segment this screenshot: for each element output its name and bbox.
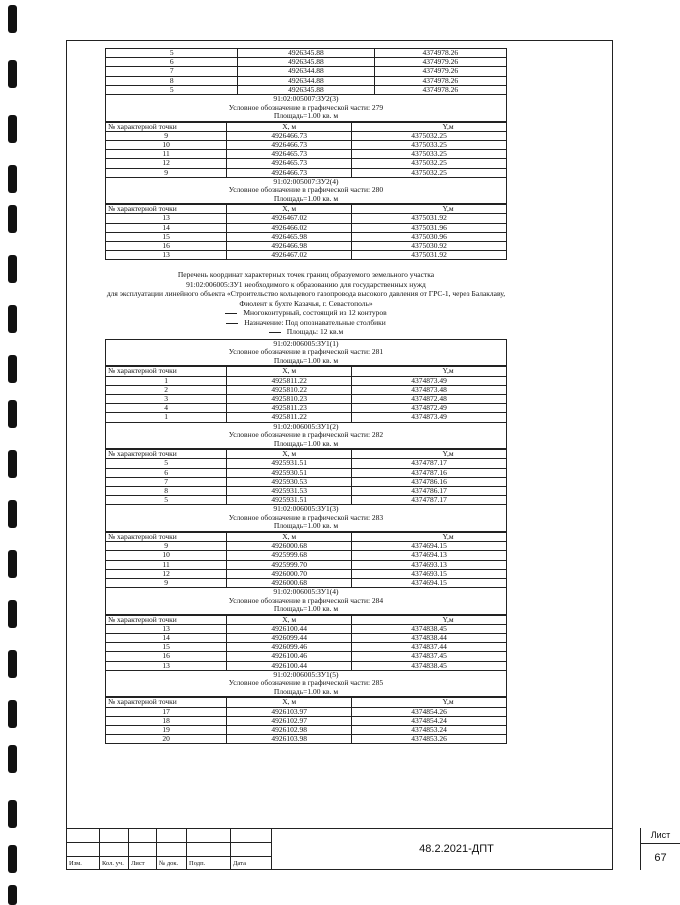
column-x: X, м — [227, 615, 352, 624]
y-coordinate: 4374853.26 — [352, 735, 507, 744]
point-number: 15 — [106, 643, 227, 652]
column-point: № характерной точки — [106, 698, 227, 707]
contour-legend: Условное обозначение в графической части: 282 — [228, 430, 384, 440]
y-coordinate: 4374854.24 — [352, 716, 507, 725]
y-coordinate: 4374787.17 — [352, 496, 507, 505]
table-header-row — [106, 122, 507, 131]
x-coordinate: 4925930.53 — [227, 477, 352, 486]
table-row — [106, 661, 507, 670]
contour-header — [105, 339, 507, 367]
table-row — [106, 468, 507, 477]
column-point: № характерной точки — [106, 450, 227, 459]
point-number: 6 — [106, 58, 238, 67]
sheet-label: Лист — [650, 830, 671, 840]
point-number: 2 — [106, 385, 227, 394]
y-coordinate: 4374978.26 — [374, 85, 506, 94]
x-coordinate: 4926345.88 — [238, 85, 374, 94]
x-coordinate: 4926345.88 — [238, 58, 374, 67]
x-coordinate: 4926345.88 — [238, 49, 374, 58]
table-row — [106, 413, 507, 422]
y-coordinate: 4374978.26 — [374, 49, 506, 58]
binding-hole — [8, 700, 17, 728]
x-coordinate: 4926102.97 — [227, 716, 352, 725]
binding-hole — [8, 165, 17, 193]
y-coordinate: 4374693.13 — [352, 560, 507, 569]
x-coordinate: 4925931.53 — [227, 486, 352, 495]
column-point: № характерной точки — [106, 205, 227, 214]
contour-code: 91:02:006005:ЗУ1(2) — [273, 421, 339, 431]
point-number: 13 — [106, 251, 227, 260]
x-coordinate: 4926100.44 — [227, 661, 352, 670]
title-block — [66, 828, 671, 870]
intro-line-6: Назначение: Под опознавательные столбики — [244, 317, 386, 327]
intro-line-3: для эксплуатации линейного объекта «Строительство кольцевого газопровода высокого давления от ГРС-1, через Балаклаву, — [106, 289, 506, 299]
x-coordinate: 4925810.22 — [227, 385, 352, 394]
point-number: 1 — [106, 413, 227, 422]
y-coordinate: 4374787.17 — [352, 459, 507, 468]
y-coordinate: 4375030.96 — [352, 232, 507, 241]
x-coordinate: 4926466.73 — [227, 168, 352, 177]
table-row — [106, 76, 507, 85]
table-row — [106, 459, 507, 468]
column-x: X, м — [227, 450, 352, 459]
point-number: 17 — [106, 707, 227, 716]
binding-hole — [8, 115, 17, 143]
coordinates-group-1 — [105, 95, 507, 260]
table-row — [106, 707, 507, 716]
column-y: Y,м — [352, 532, 507, 541]
y-coordinate: 4374838.44 — [352, 634, 507, 643]
y-coordinate: 4374694.15 — [352, 542, 507, 551]
x-coordinate: 4926466.73 — [227, 131, 352, 140]
x-coordinate: 4925999.68 — [227, 551, 352, 560]
intro-line-2: 91:02:006005:ЗУ1 необходимого к образованию для государственных нужд — [186, 279, 426, 289]
x-coordinate: 4925999.70 — [227, 560, 352, 569]
point-number: 7 — [106, 477, 227, 486]
x-coordinate: 4926100.46 — [227, 652, 352, 661]
title-block-label: Подп. — [189, 860, 206, 867]
table-row — [106, 159, 507, 168]
x-coordinate: 4926000.68 — [227, 542, 352, 551]
x-coordinate: 4926467.02 — [227, 214, 352, 223]
point-number: 5 — [106, 49, 238, 58]
binding-hole — [8, 305, 17, 333]
y-coordinate: 4374838.45 — [352, 624, 507, 633]
binding-hole — [8, 60, 17, 88]
table-row — [106, 67, 507, 76]
intro-line-7: Площадь: 12 кв.м — [286, 327, 344, 337]
y-coordinate: 4375033.25 — [352, 150, 507, 159]
y-coordinate: 4374693.15 — [352, 569, 507, 578]
point-number: 5 — [106, 496, 227, 505]
point-number: 11 — [106, 150, 227, 159]
contour-legend: Условное обозначение в графической части: 284 — [228, 595, 384, 605]
point-number: 14 — [106, 223, 227, 232]
contour-header — [105, 505, 507, 532]
binding-hole — [8, 255, 17, 283]
contour-code: 91:02:006005:ЗУ1(4) — [273, 587, 339, 597]
coordinates-group-2 — [105, 339, 507, 744]
contour-header — [105, 671, 507, 698]
column-x: X, м — [227, 205, 352, 214]
y-coordinate: 4374873.49 — [352, 376, 507, 385]
y-coordinate: 4375031.96 — [352, 223, 507, 232]
column-y: Y,м — [352, 205, 507, 214]
x-coordinate: 4925810.23 — [227, 395, 352, 404]
point-number: 11 — [106, 560, 227, 569]
intro-line-1: Перечень координат характерных точек границ образуемого земельного участка — [177, 270, 435, 280]
column-point: № характерной точки — [106, 367, 227, 376]
column-y: Y,м — [352, 698, 507, 707]
column-x: X, м — [227, 122, 352, 131]
x-coordinate: 4926465.73 — [227, 159, 352, 168]
point-number: 4 — [106, 404, 227, 413]
y-coordinate: 4374872.48 — [352, 395, 507, 404]
point-number: 5 — [106, 85, 238, 94]
column-x: X, м — [227, 367, 352, 376]
contour-area: Площадь=1.00 кв. м — [273, 193, 339, 203]
continued-coordinates-table — [105, 48, 507, 95]
table-row — [106, 214, 507, 223]
x-coordinate: 4926467.02 — [227, 251, 352, 260]
y-coordinate: 4375032.25 — [352, 159, 507, 168]
dash-mark — [226, 323, 238, 324]
y-coordinate: 4375031.92 — [352, 214, 507, 223]
x-coordinate: 4926465.98 — [227, 232, 352, 241]
title-block-label: Изм. — [69, 860, 82, 867]
point-number: 8 — [106, 486, 227, 495]
x-coordinate: 4926099.44 — [227, 634, 352, 643]
y-coordinate: 4374786.17 — [352, 486, 507, 495]
dash-mark — [225, 313, 237, 314]
x-coordinate: 4925811.22 — [227, 376, 352, 385]
point-number: 13 — [106, 624, 227, 633]
binding-hole — [8, 500, 17, 528]
contour-code: 91:02:006005:ЗУ1(5) — [273, 669, 339, 679]
contour-section — [105, 339, 507, 423]
binding-marks — [8, 0, 20, 905]
contour-header — [105, 95, 507, 122]
y-coordinate: 4374979.26 — [374, 58, 506, 67]
column-y: Y,м — [352, 122, 507, 131]
column-point: № характерной точки — [106, 615, 227, 624]
binding-hole — [8, 745, 17, 773]
y-coordinate: 4374837.45 — [352, 652, 507, 661]
title-block-label: № док. — [159, 860, 179, 867]
point-number: 10 — [106, 551, 227, 560]
point-number: 13 — [106, 661, 227, 670]
coordinates-table — [105, 449, 507, 505]
contour-area: Площадь=1.00 кв. м — [273, 604, 339, 614]
point-number: 9 — [106, 168, 227, 177]
point-number: 12 — [106, 569, 227, 578]
binding-hole — [8, 355, 17, 383]
binding-hole — [8, 400, 17, 428]
title-block-label: Лист — [131, 860, 145, 867]
contour-code: 91:02:005007:ЗУ2(4) — [273, 176, 339, 186]
contour-section — [105, 423, 507, 506]
y-coordinate: 4374694.15 — [352, 578, 507, 587]
point-number: 19 — [106, 725, 227, 734]
coordinates-table — [105, 697, 507, 744]
contour-code: 91:02:006005:ЗУ1(3) — [273, 504, 339, 514]
x-coordinate: 4926099.46 — [227, 643, 352, 652]
x-coordinate: 4926103.98 — [227, 735, 352, 744]
binding-hole — [8, 885, 17, 905]
coordinates-table — [105, 366, 507, 422]
y-coordinate: 4374787.16 — [352, 468, 507, 477]
y-coordinate: 4375032.25 — [352, 131, 507, 140]
x-coordinate: 4926000.68 — [227, 578, 352, 587]
point-number: 16 — [106, 242, 227, 251]
x-coordinate: 4925811.23 — [227, 404, 352, 413]
title-block-label: Дата — [233, 860, 246, 867]
point-number: 15 — [106, 232, 227, 241]
contour-area: Площадь=1.00 кв. м — [273, 686, 339, 696]
y-coordinate: 4374786.16 — [352, 477, 507, 486]
table-row — [106, 168, 507, 177]
table-row — [106, 376, 507, 385]
x-coordinate: 4925811.22 — [227, 413, 352, 422]
contour-section — [105, 95, 507, 178]
point-number: 5 — [106, 459, 227, 468]
x-coordinate: 4926102.98 — [227, 725, 352, 734]
contour-legend: Условное обозначение в графической части: 280 — [228, 185, 384, 195]
contour-header — [105, 423, 507, 450]
y-coordinate: 4374694.13 — [352, 551, 507, 560]
binding-hole — [8, 450, 17, 478]
point-number: 1 — [106, 376, 227, 385]
x-coordinate: 4926344.88 — [238, 76, 374, 85]
table-row — [106, 223, 507, 232]
x-coordinate: 4926465.73 — [227, 150, 352, 159]
table-header-row — [106, 367, 507, 376]
table-row — [106, 251, 507, 260]
y-coordinate: 4375030.92 — [352, 242, 507, 251]
table-row — [106, 735, 507, 744]
column-x: X, м — [227, 698, 352, 707]
point-number: 16 — [106, 652, 227, 661]
contour-code: 91:02:006005:ЗУ1(1) — [273, 338, 339, 348]
table-row — [106, 560, 507, 569]
sheet-number: 67 — [654, 852, 667, 864]
contour-legend: Условное обозначение в графической части: 283 — [228, 512, 384, 522]
point-number: 3 — [106, 395, 227, 404]
sheet-box — [640, 828, 680, 870]
binding-hole — [8, 845, 17, 873]
document-code: 48.2.2021-ДПТ — [271, 828, 641, 870]
contour-area: Площадь=1.00 кв. м — [273, 111, 339, 121]
y-coordinate: 4374853.24 — [352, 725, 507, 734]
binding-hole — [8, 650, 17, 678]
y-coordinate: 4374838.45 — [352, 661, 507, 670]
point-number: 9 — [106, 578, 227, 587]
title-block-label: Кол. уч. — [102, 860, 124, 867]
y-coordinate: 4374979.26 — [374, 67, 506, 76]
y-coordinate: 4375033.25 — [352, 140, 507, 149]
y-coordinate: 4374873.49 — [352, 413, 507, 422]
x-coordinate: 4926466.73 — [227, 140, 352, 149]
contour-area: Площадь=1.00 кв. м — [273, 438, 339, 448]
point-number: 6 — [106, 468, 227, 477]
point-number: 14 — [106, 634, 227, 643]
dash-mark — [269, 332, 281, 333]
y-coordinate: 4375032.25 — [352, 168, 507, 177]
x-coordinate: 4925930.51 — [227, 468, 352, 477]
contour-area: Площадь=1.00 кв. м — [273, 521, 339, 531]
column-point: № характерной точки — [106, 532, 227, 541]
coordinates-table — [105, 48, 507, 95]
binding-hole — [8, 5, 17, 33]
x-coordinate: 4926000.70 — [227, 569, 352, 578]
parcel-description — [105, 270, 507, 337]
binding-hole — [8, 600, 17, 628]
y-coordinate: 4374978.26 — [374, 76, 506, 85]
table-header-row — [106, 698, 507, 707]
contour-area: Площадь=1.00 кв. м — [273, 355, 339, 365]
point-number: 13 — [106, 214, 227, 223]
contour-code: 91:02:005007:ЗУ2(3) — [273, 94, 339, 104]
point-number: 8 — [106, 76, 238, 85]
x-coordinate: 4926100.44 — [227, 624, 352, 633]
binding-hole — [8, 205, 17, 233]
y-coordinate: 4374873.48 — [352, 385, 507, 394]
contour-legend: Условное обозначение в графической части: 279 — [228, 102, 384, 112]
point-number: 9 — [106, 131, 227, 140]
y-coordinate: 4375031.92 — [352, 251, 507, 260]
contour-legend: Условное обозначение в графической части: 285 — [228, 678, 384, 688]
point-number: 10 — [106, 140, 227, 149]
column-y: Y,м — [352, 450, 507, 459]
document-content — [105, 48, 507, 744]
x-coordinate: 4925931.51 — [227, 459, 352, 468]
column-x: X, м — [227, 532, 352, 541]
point-number: 12 — [106, 159, 227, 168]
x-coordinate: 4926103.97 — [227, 707, 352, 716]
y-coordinate: 4374837.44 — [352, 643, 507, 652]
point-number: 20 — [106, 735, 227, 744]
point-number: 18 — [106, 716, 227, 725]
table-row — [106, 652, 507, 661]
coordinates-table — [105, 204, 507, 260]
y-coordinate: 4374872.49 — [352, 404, 507, 413]
contour-section — [105, 178, 507, 261]
intro-line-4: Фиолент к бухте Казачья, г. Севастополь» — [239, 298, 373, 308]
x-coordinate: 4926466.02 — [227, 223, 352, 232]
coordinates-table — [105, 615, 507, 671]
column-point: № характерной точки — [106, 122, 227, 131]
table-row — [106, 551, 507, 560]
intro-line-5: Многоконтурный, состоящий из 12 контуров — [243, 308, 387, 318]
contour-legend: Условное обозначение в графической части: 281 — [228, 347, 384, 357]
y-coordinate: 4374854.26 — [352, 707, 507, 716]
binding-hole — [8, 550, 17, 578]
table-header-row — [106, 615, 507, 624]
x-coordinate: 4926344.88 — [238, 67, 374, 76]
coordinates-table — [105, 122, 507, 178]
column-y: Y,м — [352, 367, 507, 376]
point-number: 7 — [106, 67, 238, 76]
point-number: 9 — [106, 542, 227, 551]
x-coordinate: 4925931.51 — [227, 496, 352, 505]
revision-grid — [66, 828, 271, 870]
contour-header — [105, 178, 507, 205]
column-y: Y,м — [352, 615, 507, 624]
contour-section — [105, 588, 507, 671]
x-coordinate: 4926466.98 — [227, 242, 352, 251]
coordinates-table — [105, 532, 507, 588]
contour-section — [105, 671, 507, 745]
contour-section — [105, 505, 507, 588]
contour-header — [105, 588, 507, 615]
binding-hole — [8, 800, 17, 828]
